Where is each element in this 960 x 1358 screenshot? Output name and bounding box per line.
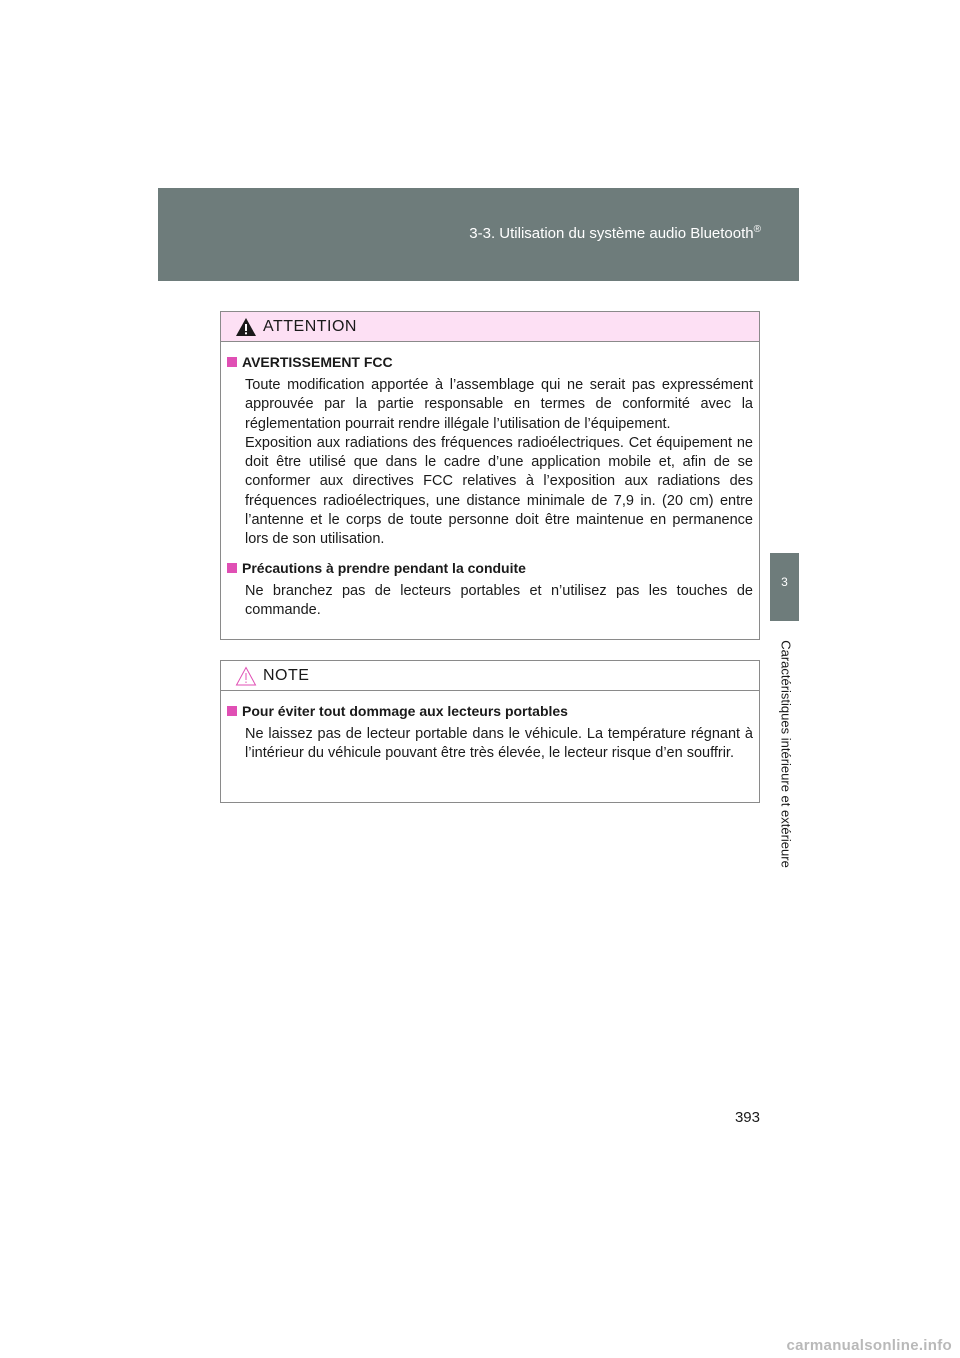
note-body	[221, 691, 759, 764]
section-heading: Précautions à prendre pendant la conduite	[227, 560, 753, 576]
section-heading: Pour éviter tout dommage aux lecteurs portables	[227, 703, 753, 719]
chapter-number: 3	[781, 575, 788, 589]
attention-title: ATTENTION	[263, 317, 357, 335]
warning-triangle-outline-icon	[235, 666, 257, 686]
attention-body	[221, 342, 759, 620]
note-header	[221, 661, 759, 691]
attention-section-driving	[227, 560, 753, 621]
chapter-side-label: Caractéristiques intérieure et extérieure	[778, 640, 794, 868]
page-number: 393	[734, 1109, 760, 1126]
paragraph: Ne laissez pas de lecteur portable dans le véhicule. La température régnant à l’intérieur du véhicule pouvant être très élevée, le lecteur risque d’en souffrir.	[245, 726, 753, 762]
paragraph: Exposition aux radiations des fréquences radioélectriques. Cet équipement ne doit être utilisé que dans le cadre d’une application mobile et, afin de se conformer aux directives FCC relatives à l’exposition aux radiations des fréquences radioélectriques, une distance minimale de 7,9 in. (20 cm) entre l’antenne et le corps de toute personne doit être maintenue en permanence lors de son utilisation.	[245, 434, 753, 548]
attention-header	[221, 312, 759, 342]
square-bullet-icon	[227, 357, 237, 367]
paragraph: Toute modification apportée à l’assemblage qui ne serait pas expressément approuvée par la partie responsable en termes de conformité avec la réglementation pourrait rendre illégale l’utilisation de l’équipement.	[245, 377, 753, 432]
attention-section-fcc	[227, 354, 753, 550]
chapter-title: 3-3. Utilisation du système audio Bluetooth®	[469, 224, 761, 242]
warning-triangle-filled-icon	[235, 317, 257, 337]
paragraph: Ne branchez pas de lecteurs portables et n’utilisez pas les touches de commande.	[245, 582, 753, 618]
square-bullet-icon	[227, 706, 237, 716]
attention-box	[220, 311, 760, 640]
chapter-side-tab	[770, 553, 799, 621]
note-title: NOTE	[263, 666, 310, 684]
section-heading: AVERTISSEMENT FCC	[227, 354, 753, 370]
note-box	[220, 660, 760, 803]
square-bullet-icon	[227, 563, 237, 573]
note-section-portable	[227, 703, 753, 764]
chapter-header-band	[158, 188, 799, 281]
watermark: carmanualsonline.info	[786, 1337, 952, 1354]
